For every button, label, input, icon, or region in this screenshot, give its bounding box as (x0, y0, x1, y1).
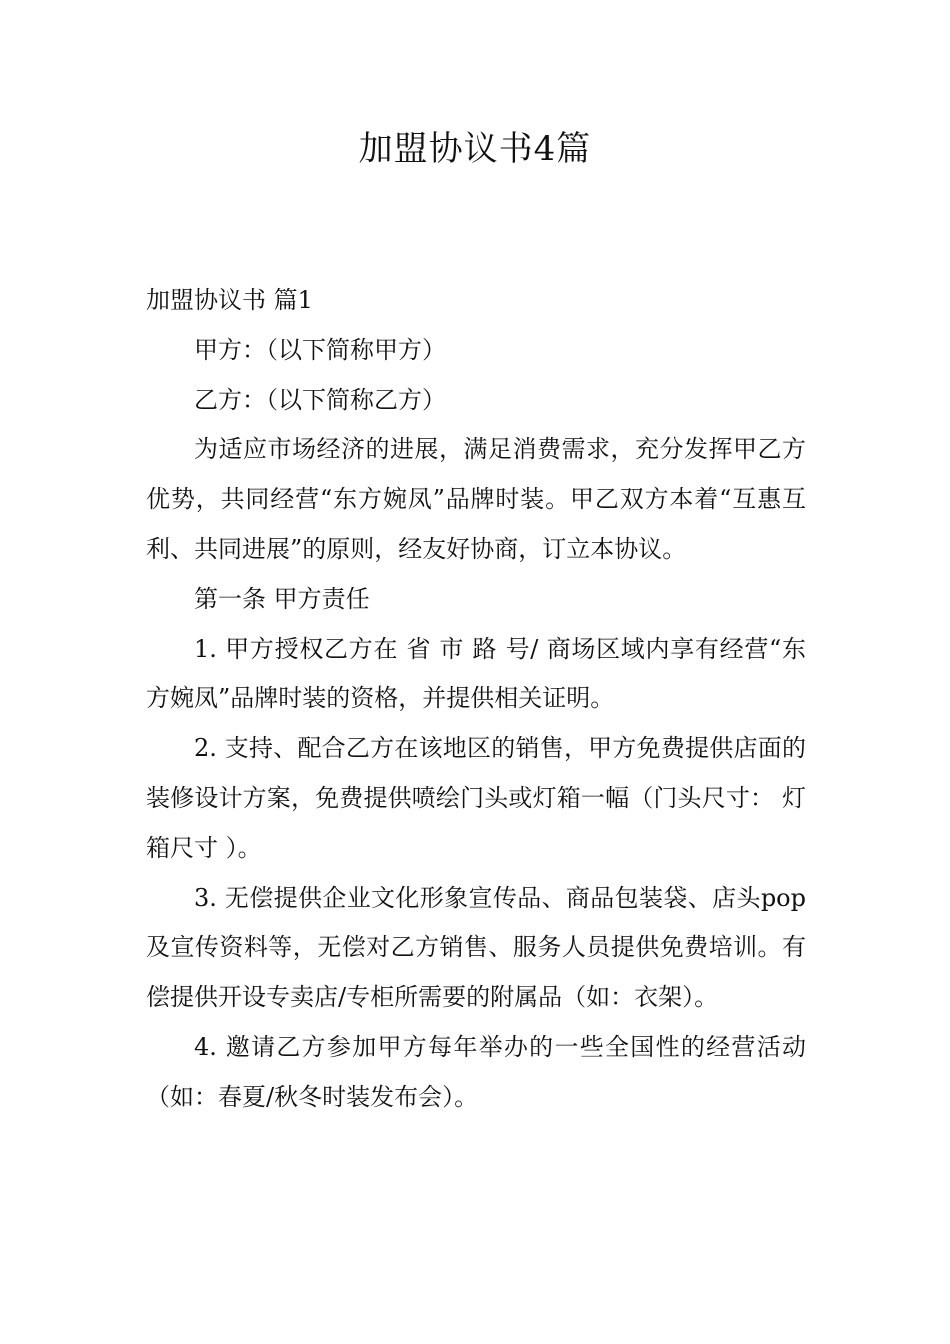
clause-4: 4. 邀请乙方参加甲方每年举办的一些全国性的经营活动（如：春夏/秋冬时装发布会）。 (146, 1032, 806, 1111)
clause-1: 1. 甲方授权乙方在 省 市 路 号/ 商场区域内享有经营“东方婉凤”品牌时装的资格，并提供相关证明。 (146, 634, 806, 713)
article-1-title: 第一条 甲方责任 (194, 584, 370, 613)
party-b-line: 乙方：（以下简称乙方） (194, 385, 446, 414)
section-heading: 加盟协议书 篇1 (146, 286, 313, 314)
document-title: 加盟协议书4篇 (358, 129, 592, 169)
clause-2: 2. 支持、配合乙方在该地区的销售，甲方免费提供店面的装修设计方案，免费提供喷绘门头或灯箱一幅（门头尺寸： 灯箱尺寸 ）。 (146, 734, 806, 862)
party-a-line: 甲方：（以下简称甲方） (194, 335, 446, 364)
intro-paragraph: 为适应市场经济的进展，满足消费需求，充分发挥甲乙方优势，共同经营“东方婉凤”品牌时装。甲乙双方本着“互惠互利、共同进展”的原则，经友好协商，订立本协议。 (146, 435, 806, 563)
clause-3: 3. 无偿提供企业文化形象宣传品、商品包装袋、店头pop及宣传资料等，无偿对乙方销售、服务人员提供免费培训。有偿提供开设专卖店/专柜所需要的附属品（如：衣架）。 (146, 883, 806, 1012)
document-body (146, 276, 806, 1123)
